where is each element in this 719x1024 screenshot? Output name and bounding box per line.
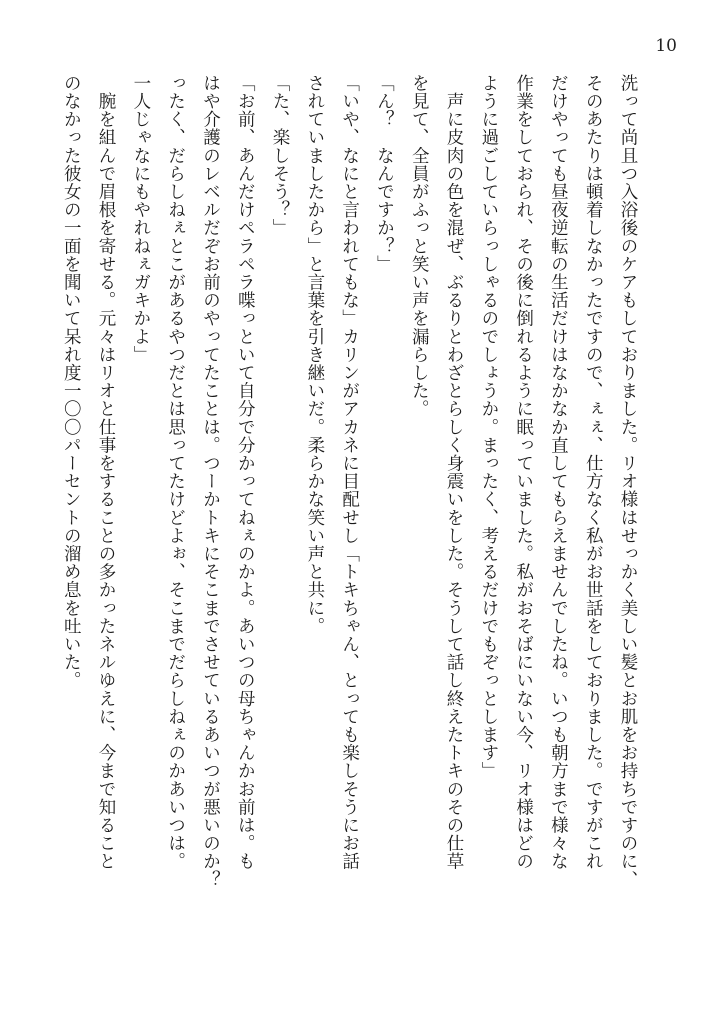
text-line: を見て、全員がふっと笑い声を漏らした。 — [409, 74, 430, 418]
text-line: されていましたから」と言葉を引き継いだ。柔らかな笑い声と共に。 — [304, 74, 325, 636]
text-line: 一人じゃなにもやれねぇガキかよ」 — [130, 74, 151, 364]
body-text — [61, 74, 645, 986]
text-line: 「お前、あんだけペラペラ喋っといて自分で分かってねぇのかよ。あいつの母ちゃんかお前は。も — [235, 74, 256, 871]
text-line: 「た、楽しそう？」 — [270, 74, 291, 237]
text-line: 「ん？ なんですか？」 — [374, 74, 395, 274]
text-line: そのあたりは頓着しなかったですので、ぇぇ、仕方なく私がお世話をしておりました。ですがこれ — [583, 74, 604, 871]
text-line: はや介護のレベルだぞお前のやってたことは。つーかトキにそこまでさせているあいつが悪いのか？ — [200, 74, 221, 889]
text-line: のなかった彼女の一面を聞いて呆れ度一〇〇パーセントの溜め息を吐いた。 — [61, 74, 82, 690]
text-line: 作業をしておられ、その後に倒れるように眠っていました。私がおそばにいない今、リオ様はどの — [513, 74, 534, 871]
text-line: ように過ごしていらっしゃるのでしょうか。まったく、考えるだけでもぞっとします」 — [478, 74, 499, 780]
text-line: 声に皮肉の色を混ぜ、ぶるりとわざとらしく身震いをした。そうして話し終えたトキのその仕草 — [444, 74, 465, 871]
page-number: 10 — [655, 36, 677, 56]
text-line: 洗って尚且つ入浴後のケアもしておりました。リオ様はせっかく美しい髪とお肌をお持ちですのに、 — [618, 74, 638, 889]
text-line: 腕を組んで眉根を寄せる。元々はリオと仕事をすることの多かったネルゆえに、今まで知ること — [96, 74, 117, 871]
text-line: だけやっても昼夜逆転の生活だけはなかなか直してもらえませんでしたね。いつも朝方まで様々な — [548, 74, 569, 871]
text-line: ったく、だらしねぇとこがあるやつだとは思ってたけどよぉ、そこまでだらしねぇのかあいつは。 — [165, 74, 186, 871]
text-line: 「いや、なにと言われてもな」カリンがアカネに目配せし「トキちゃん、とっても楽しそうにお話 — [339, 74, 360, 871]
